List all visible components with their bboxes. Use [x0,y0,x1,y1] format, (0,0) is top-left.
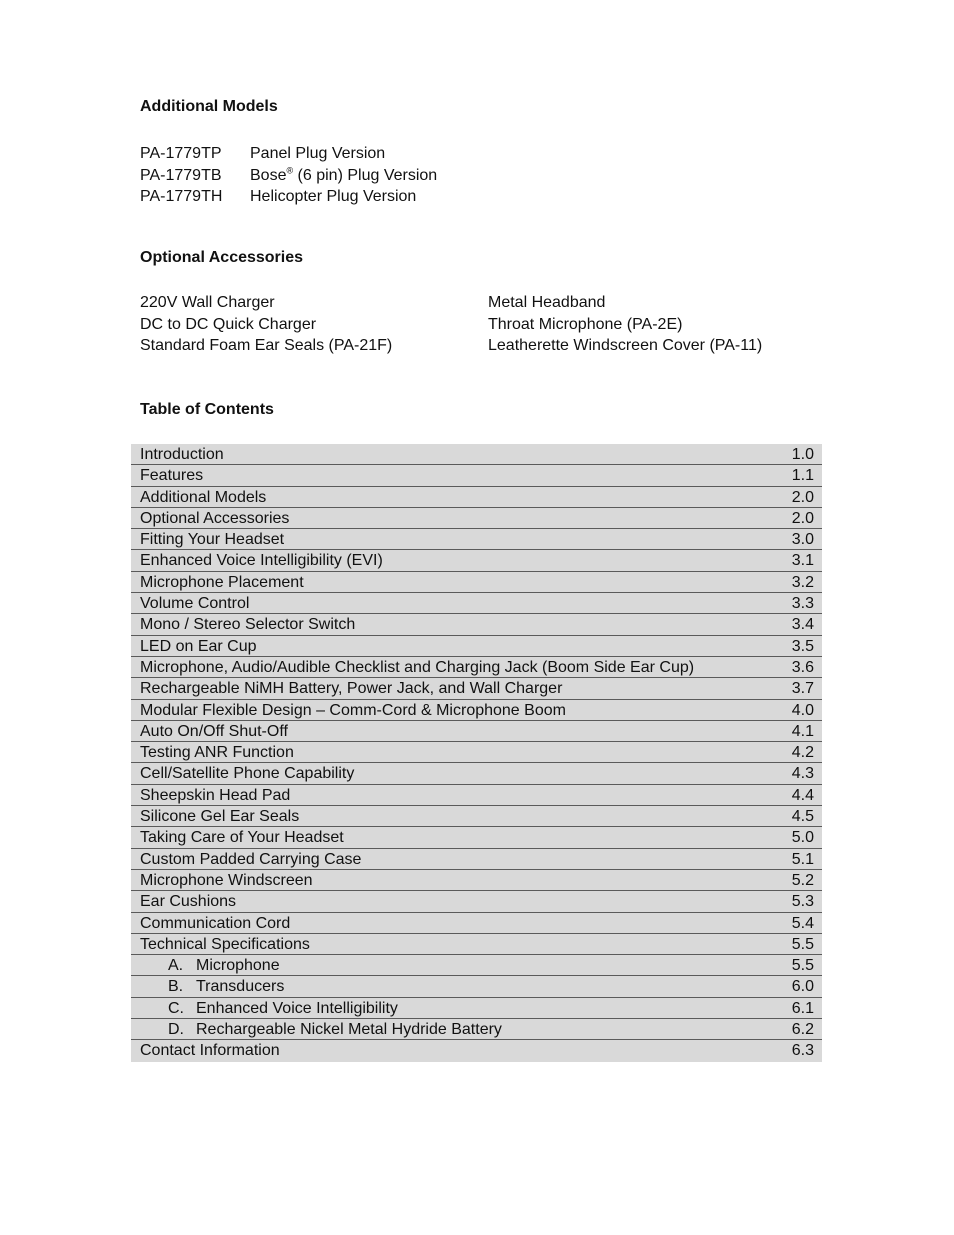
toc-row [131,508,822,529]
toc-entry-title: Optional Accessories [140,509,290,527]
toc-entry-section-number: 5.3 [791,893,814,911]
toc-row [131,636,822,657]
toc-row [131,529,822,550]
toc-row [131,700,822,721]
model-row [140,143,540,165]
model-row [140,186,540,208]
toc-entry-title: Introduction [140,446,224,463]
toc-row [131,572,822,593]
toc-row [131,657,822,678]
additional-models-heading: Additional Models [140,98,278,115]
toc-entry-title: D. Rechargeable Nickel Metal Hydride Battery [168,1021,502,1039]
accessory-item: DC to DC Quick Charger [140,315,317,333]
toc-entry-title: Auto On/Off Shut-Off [140,722,288,740]
accessory-item: Throat Microphone (PA-2E) [488,315,683,333]
toc-entry-letter: D. [168,1021,184,1039]
toc-row [131,465,822,486]
toc-entry-section-number: 3.2 [791,573,814,591]
model-description: Bose® (6 pin) Plug Version [250,165,438,184]
toc-entry-title: Microphone, Audio/Audible Checklist and Charging Jack (Boom Side Ear Cup) [140,658,695,676]
toc-entry-title: Technical Specifications [140,935,310,953]
toc-entry-title: Ear Cushions [140,893,237,911]
toc-entry-section-number: 3.4 [791,616,814,634]
toc-entry-section-number: 1.0 [791,446,814,463]
toc-entry-title: Fitting Your Headset [140,531,285,549]
accessory-item: Metal Headband [488,294,606,311]
toc-entry-section-number: 6.1 [791,999,814,1017]
toc-entry-section-number: 4.5 [791,808,814,826]
model-code: PA-1779TP [140,145,222,162]
toc-row [131,678,822,699]
toc-entry-section-number: 3.5 [791,637,814,655]
model-description: Helicopter Plug Version [250,188,417,205]
toc-entry-section-number: 6.3 [791,1042,814,1060]
toc-entry-title: Microphone Windscreen [140,871,313,889]
toc-row [131,593,822,614]
toc-entry-title: Additional Models [140,488,267,506]
toc-entry-title: Features [140,467,204,485]
toc-entry-section-number: 2.0 [791,509,814,527]
toc-entry-section-number: 5.2 [791,871,814,889]
toc-row [131,870,822,891]
table-of-contents-heading: Table of Contents [140,401,274,418]
toc-entry-section-number: 3.6 [791,658,814,676]
toc-row [131,444,822,465]
registered-mark: ® [286,165,294,176]
toc-entry-section-number: 5.5 [791,957,814,975]
toc-row [131,763,822,784]
toc-entry-letter: C. [168,999,184,1017]
toc-entry-section-number: 5.5 [791,935,814,953]
toc-entry-letter: B. [168,978,184,996]
toc-entry-title: Communication Cord [140,914,291,932]
toc-row [131,785,822,806]
model-row [140,165,540,187]
toc-row [131,487,822,508]
toc-entry-title: Testing ANR Function [140,744,294,762]
model-description: Panel Plug Version [250,145,386,162]
toc-entry-title: Rechargeable NiMH Battery, Power Jack, and Wall Charger [140,680,563,698]
toc-entry-title: A. Microphone [168,957,280,975]
toc-entry-section-number: 3.0 [791,531,814,549]
toc-entry-section-number: 4.2 [791,744,814,762]
toc-entry-section-number: 5.1 [791,850,814,868]
toc-entry-title: C. Enhanced Voice Intelligibility [168,999,398,1017]
toc-entry-section-number: 6.2 [791,1021,814,1039]
toc-entry-section-number: 4.0 [791,701,814,719]
toc-entry-section-number: 4.3 [791,765,814,783]
toc-entry-title: Taking Care of Your Headset [140,829,344,847]
toc-row [131,1019,822,1040]
toc-row [131,742,822,763]
toc-row [131,721,822,742]
toc-entry-title: Modular Flexible Design – Comm-Cord & Microphone Boom [140,701,566,719]
optional-accessories-heading: Optional Accessories [140,249,304,266]
accessory-item: Leatherette Windscreen Cover (PA-11) [488,337,763,354]
toc-entry-section-number: 3.3 [791,595,814,613]
toc-row [131,806,822,827]
toc-entry-title: Volume Control [140,595,250,613]
toc-entry-title: LED on Ear Cup [140,637,257,655]
toc-row [131,550,822,571]
toc-row [131,891,822,912]
toc-entry-section-number: 4.4 [791,786,814,804]
toc-row [131,827,822,848]
toc-entry-title: B. Transducers [168,978,285,996]
toc-entry-title: Silicone Gel Ear Seals [140,808,300,826]
toc-entry-title: Enhanced Voice Intelligibility (EVI) [140,552,383,570]
accessories-left-column [140,292,392,357]
toc-row [131,998,822,1019]
toc-entry-title: Custom Padded Carrying Case [140,850,362,868]
toc-entry-title: Mono / Stereo Selector Switch [140,616,356,634]
toc-row [131,614,822,635]
toc-entry-title: Cell/Satellite Phone Capability [140,765,355,783]
toc-row [131,934,822,955]
table-of-contents [131,444,822,1062]
accessory-item: 220V Wall Charger [140,294,275,311]
toc-row [131,913,822,934]
toc-row [131,849,822,870]
toc-entry-section-number: 5.0 [791,829,814,847]
toc-entry-section-number: 5.4 [791,914,814,932]
toc-row [131,1040,822,1061]
toc-entry-title: Contact Information [140,1042,280,1060]
accessories-right-column [488,292,762,357]
toc-entry-title: Sheepskin Head Pad [140,786,291,804]
toc-entry-letter: A. [168,957,184,975]
toc-entry-section-number: 6.0 [791,978,814,996]
toc-entry-section-number: 4.1 [791,722,814,740]
toc-entry-section-number: 3.7 [791,680,814,698]
toc-row [131,976,822,997]
accessory-item: Standard Foam Ear Seals (PA-21F) [140,337,393,354]
additional-models-list [140,143,540,208]
model-code: PA-1779TH [140,188,223,205]
toc-entry-section-number: 2.0 [791,488,814,506]
toc-entry-section-number: 3.1 [791,552,814,570]
toc-entry-title: Microphone Placement [140,573,304,591]
toc-row [131,955,822,976]
model-code: PA-1779TB [140,166,222,184]
toc-entry-section-number: 1.1 [791,467,814,485]
